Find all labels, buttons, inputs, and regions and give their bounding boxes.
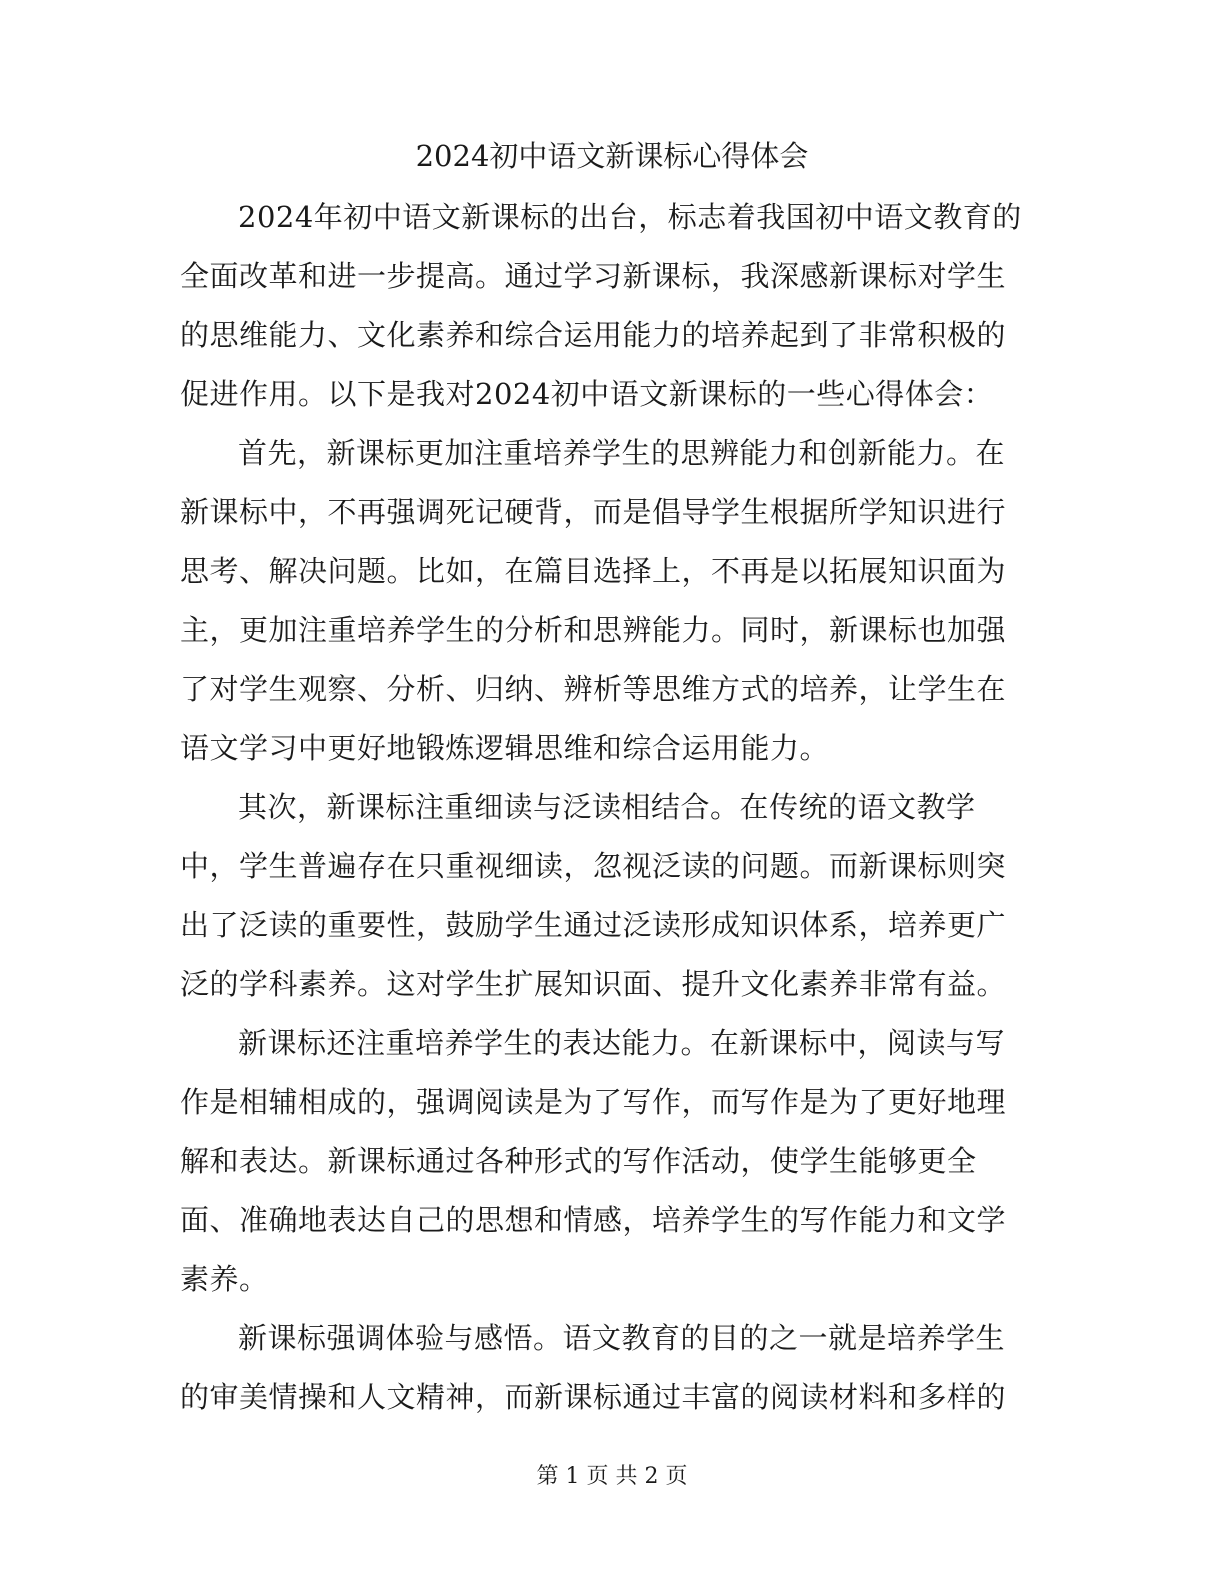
text-line: 其次，新课标注重细读与泛读相结合。在传统的语文教学 xyxy=(238,790,976,824)
text-line: 促进作用。以下是我对2024初中语文新课标的一些心得体会： xyxy=(180,377,994,411)
text-line: 解和表达。新课标通过各种形式的写作活动，使学生能够更全 xyxy=(180,1144,977,1178)
text-line: 语文学习中更好地锻炼逻辑思维和综合运用能力。 xyxy=(180,731,830,765)
text-line: 作是相辅相成的，强调阅读是为了写作，而写作是为了更好地理 xyxy=(180,1085,1007,1119)
text-line: 的审美情操和人文精神，而新课标通过丰富的阅读材料和多样的 xyxy=(180,1380,1007,1414)
page-footer: 第 1 页 共 2 页 xyxy=(536,1464,688,1489)
document-body xyxy=(180,188,1020,1427)
text-line: 的思维能力、文化素养和综合运用能力的培养起到了非常积极的 xyxy=(180,318,1007,352)
text-line: 全面改革和进一步提高。通过学习新课标，我深感新课标对学生 xyxy=(180,259,1007,293)
paragraph-1 xyxy=(180,188,1020,424)
text-line: 新课标还注重培养学生的表达能力。在新课标中，阅读与写 xyxy=(238,1026,1006,1060)
text-line: 素养。 xyxy=(180,1262,269,1296)
text-line: 了对学生观察、分析、归纳、辨析等思维方式的培养，让学生在 xyxy=(180,672,1007,706)
paragraph-3 xyxy=(180,778,1020,1014)
text-line: 2024年初中语文新课标的出台，标志着我国初中语文教育的 xyxy=(238,200,1022,234)
text-line: 中，学生普遍存在只重视细读，忽视泛读的问题。而新课标则突 xyxy=(180,849,1007,883)
text-line: 主，更加注重培养学生的分析和思辨能力。同时，新课标也加强 xyxy=(180,613,1007,647)
paragraph-4 xyxy=(180,1014,1020,1309)
text-line: 思考、解决问题。比如，在篇目选择上，不再是以拓展知识面为 xyxy=(180,554,1007,588)
paragraph-2 xyxy=(180,424,1020,778)
document-title: 2024初中语文新课标心得体会 xyxy=(415,139,809,173)
text-line: 出了泛读的重要性，鼓励学生通过泛读形成知识体系，培养更广 xyxy=(180,908,1007,942)
paragraph-5 xyxy=(180,1309,1020,1427)
text-line: 新课标强调体验与感悟。语文教育的目的之一就是培养学生 xyxy=(238,1321,1006,1355)
text-line: 首先，新课标更加注重培养学生的思辨能力和创新能力。在 xyxy=(238,436,1006,470)
text-line: 新课标中，不再强调死记硬背，而是倡导学生根据所学知识进行 xyxy=(180,495,1007,529)
text-line: 面、准确地表达自己的思想和情感，培养学生的写作能力和文学 xyxy=(180,1203,1007,1237)
text-line: 泛的学科素养。这对学生扩展知识面、提升文化素养非常有益。 xyxy=(180,967,1007,1001)
